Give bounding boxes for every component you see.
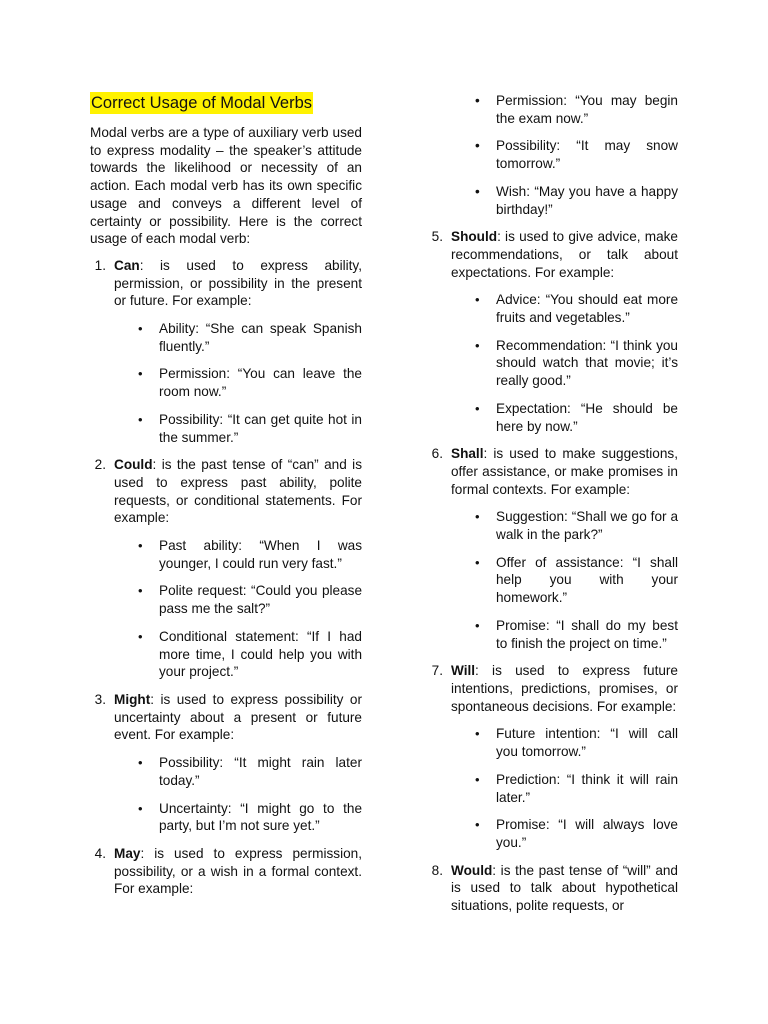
bullet-icon: •	[475, 771, 480, 787]
example-list	[451, 508, 678, 652]
example-list	[114, 537, 362, 681]
modal-verb-item	[90, 691, 362, 835]
example-text: Prediction: “I think it will rain later.”	[496, 771, 678, 805]
modal-verb-item	[90, 845, 362, 898]
item-description	[451, 228, 678, 281]
example-text: Possibility: “It might rain later today.”	[159, 755, 362, 788]
bullet-icon: •	[138, 538, 143, 554]
example-item	[138, 320, 362, 355]
example-text: Expectation: “He should be here by now.”	[496, 400, 678, 434]
example-text: Offer of assistance: “I shall help you with your homework.”	[496, 554, 678, 606]
left-column	[90, 90, 362, 907]
bullet-icon: •	[475, 138, 480, 154]
bullet-icon: •	[475, 93, 480, 108]
usage-text: : is the past tense of “will” and is used to talk about hypothetical situations, polite requests, or	[451, 862, 678, 914]
item-number: 1.	[94, 257, 106, 273]
bullet-icon: •	[475, 400, 480, 416]
example-item	[475, 337, 678, 390]
usage-text: : is used to make suggestions, offer assistance, or make promises in formal contexts. For example:	[451, 446, 678, 497]
example-text: Polite request: “Could you please pass me the salt?”	[159, 583, 362, 617]
item-number: 4.	[94, 845, 106, 861]
example-text: Promise: “I will always love you.”	[496, 817, 678, 850]
modal-verb-item	[90, 456, 362, 681]
example-text: Ability: “She can speak Spanish fluently.”	[159, 321, 362, 354]
modal-verb-name: Would	[451, 862, 493, 878]
example-text: Conditional statement: “If I had more time, I could help you with your project.”	[159, 628, 362, 680]
example-item	[475, 400, 678, 435]
example-list	[114, 320, 362, 446]
modal-verb-item	[427, 662, 678, 851]
bullet-icon: •	[138, 755, 143, 771]
example-text: Recommendation: “I think you should watch that movie; it’s really good.”	[496, 337, 678, 389]
modal-verb-name: Might	[114, 691, 151, 707]
example-item	[138, 582, 362, 617]
document-title: Correct Usage of Modal Verbs	[91, 94, 313, 112]
bullet-icon: •	[475, 183, 480, 199]
modal-verb-item	[427, 862, 678, 915]
example-text: Past ability: “When I was younger, I could run very fast.”	[159, 538, 362, 571]
usage-text: : is used to express permission, possibility, or a wish in a formal context. For example:	[114, 845, 362, 897]
example-item	[475, 508, 678, 543]
bullet-icon: •	[138, 366, 143, 382]
usage-text: : is used to express possibility or uncertainty about a present or future event. For example:	[114, 691, 362, 743]
example-item	[138, 754, 362, 789]
item-number: 6.	[431, 446, 443, 462]
bullet-icon: •	[475, 292, 480, 308]
bullet-icon: •	[475, 817, 480, 833]
intro-paragraph: Modal verbs are a type of auxiliary verb used to express modality – the speaker’s attitude towards the likelihood or necessity of an action. Each modal verb has its own specific usage and conveys a different level of certainty or possibility. Here is the correct usage of each modal verb:	[90, 125, 362, 247]
usage-text: : is used to give advice, make recommendations, or talk about expectations. For example:	[451, 229, 678, 280]
example-text: Suggestion: “Shall we go for a walk in the park?”	[496, 509, 678, 543]
example-item	[138, 365, 362, 400]
modal-verb-item	[90, 257, 362, 446]
example-item	[475, 137, 678, 172]
usage-text: : is used to express future intentions, predictions, promises, or spontaneous decisions. For example:	[451, 663, 678, 714]
example-text: Wish: “May you have a happy birthday!”	[496, 183, 678, 217]
bullet-icon: •	[475, 337, 480, 353]
example-item	[475, 92, 678, 127]
example-text: Uncertainty: “I might go to the party, but I’m not sure yet.”	[159, 800, 362, 834]
example-list	[451, 291, 678, 435]
item-number: 2.	[94, 457, 106, 473]
modal-verb-list-right	[427, 228, 678, 915]
modal-verb-name: Shall	[451, 446, 484, 462]
example-item	[475, 617, 678, 652]
example-item	[138, 411, 362, 446]
example-item	[475, 725, 678, 760]
bullet-icon: •	[475, 726, 480, 742]
item-number: 7.	[431, 663, 443, 679]
item-description	[114, 845, 362, 898]
example-item	[138, 628, 362, 681]
may-examples-continued	[427, 92, 678, 218]
modal-verb-list-left	[90, 257, 362, 898]
example-text: Future intention: “I will call you tomorrow.”	[496, 726, 678, 760]
example-text: Permission: “You may begin the exam now.”	[496, 93, 678, 126]
bullet-icon: •	[475, 509, 480, 525]
item-description	[114, 456, 362, 527]
modal-verb-name: Can	[114, 257, 140, 273]
example-item	[475, 771, 678, 806]
example-item	[138, 537, 362, 572]
modal-verb-name: May	[114, 845, 141, 861]
example-item	[138, 800, 362, 835]
modal-verb-item	[427, 445, 678, 652]
example-text: Advice: “You should eat more fruits and vegetables.”	[496, 292, 678, 326]
example-text: Possibility: “It may snow tomorrow.”	[496, 138, 678, 172]
bullet-icon: •	[475, 554, 480, 570]
modal-verb-name: Will	[451, 663, 476, 679]
item-description	[114, 257, 362, 310]
bullet-icon: •	[138, 321, 143, 337]
item-number: 8.	[431, 862, 443, 878]
modal-verb-name: Should	[451, 229, 498, 245]
example-list	[114, 754, 362, 835]
item-number: 5.	[431, 229, 443, 245]
item-number: 3.	[94, 691, 106, 707]
right-column	[427, 92, 678, 924]
bullet-icon: •	[138, 800, 143, 816]
modal-verb-name: Could	[114, 457, 153, 473]
item-description	[114, 691, 362, 744]
example-item	[475, 816, 678, 851]
example-list	[451, 725, 678, 851]
bullet-icon: •	[138, 411, 143, 427]
example-item	[475, 291, 678, 326]
example-item	[475, 554, 678, 607]
usage-text: : is used to express ability, permission, or possibility in the present or future. For example:	[114, 257, 362, 309]
item-description	[451, 862, 678, 915]
example-text: Possibility: “It can get quite hot in the summer.”	[159, 411, 362, 445]
example-text: Promise: “I shall do my best to finish the project on time.”	[496, 617, 678, 651]
bullet-icon: •	[138, 628, 143, 644]
usage-text: : is the past tense of “can” and is used to express past ability, polite requests, or conditional statements. For example:	[114, 457, 362, 526]
modal-verb-item	[427, 228, 678, 435]
bullet-icon: •	[138, 583, 143, 599]
item-description	[451, 445, 678, 498]
bullet-icon: •	[475, 617, 480, 633]
example-text: Permission: “You can leave the room now.”	[159, 366, 362, 400]
item-description	[451, 662, 678, 715]
example-item	[475, 183, 678, 218]
